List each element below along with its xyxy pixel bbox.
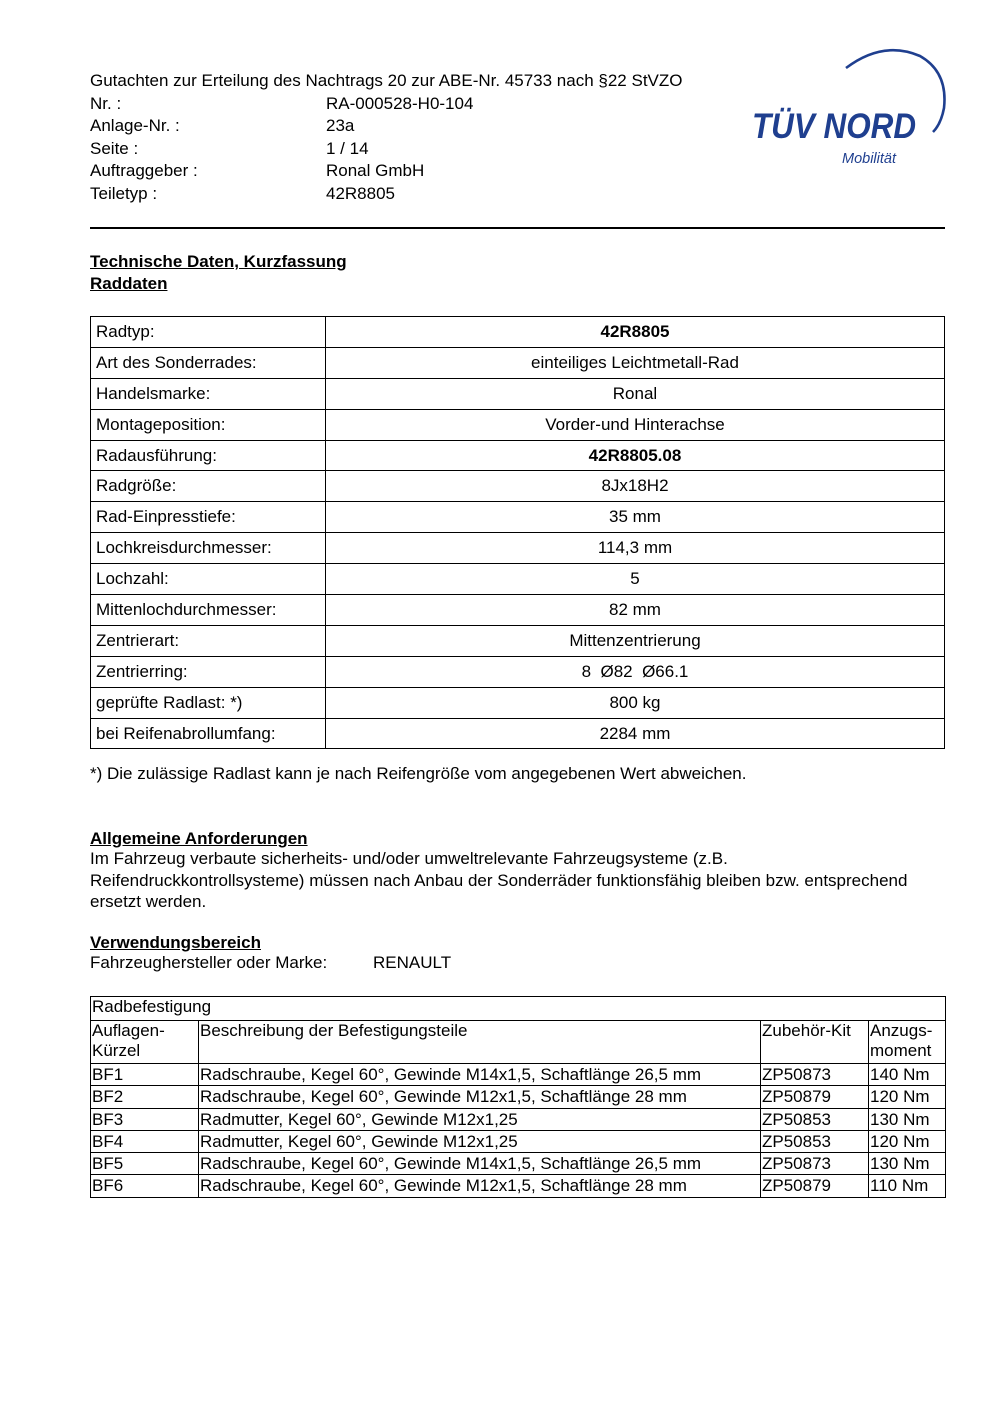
table-row [91,1064,946,1086]
row-label: Lochkreisdurchmesser: [91,533,326,564]
cell-torque: 130 Nm [869,1153,946,1175]
cell-description: Radschraube, Kegel 60°, Gewinde M14x1,5, Schaftlänge 26,5 mm [199,1064,761,1086]
row-value: 114,3 mm [326,533,945,564]
header-row-seite [90,138,770,161]
table-row [91,471,945,502]
cell-torque: 120 Nm [869,1086,946,1108]
wheel-data-table [90,316,945,749]
row-label: geprüfte Radlast: *) [91,687,326,718]
column-header: Anzugs-moment [869,1021,946,1064]
table-row [91,347,945,378]
cell-code: BF6 [91,1175,199,1197]
manufacturer-line [90,953,451,973]
logo-brand-text: TÜV NORD [752,107,916,146]
fastening-title: Radbefestigung [91,997,946,1021]
table-row [91,440,945,471]
cell-description: Radmutter, Kegel 60°, Gewinde M12x1,25 [199,1130,761,1152]
column-header-row [91,1021,946,1064]
table-row [91,317,945,348]
cell-code: BF2 [91,1086,199,1108]
cell-description: Radmutter, Kegel 60°, Gewinde M12x1,25 [199,1108,761,1130]
header-row-anlage [90,115,770,138]
row-label: Radgröße: [91,471,326,502]
row-label: Mittenlochdurchmesser: [91,595,326,626]
logo-sub-text: Mobilität [842,151,896,167]
row-label: Art des Sonderrades: [91,347,326,378]
manufacturer-label: Fahrzeughersteller oder Marke: [90,953,328,972]
table-row [91,564,945,595]
row-value: 82 mm [326,595,945,626]
header-row-nr [90,93,770,116]
row-value: 5 [326,564,945,595]
cell-code: BF1 [91,1064,199,1086]
cell-description: Radschraube, Kegel 60°, Gewinde M12x1,5, Schaftlänge 28 mm [199,1086,761,1108]
footnote: *) Die zulässige Radlast kann je nach Reifengröße vom angegebenen Wert abweichen. [90,764,747,783]
row-label: Rad-Einpresstiefe: [91,502,326,533]
cell-kit: ZP50879 [761,1086,869,1108]
row-value: 42R8805 [326,317,945,348]
header-value: 1 / 14 [326,138,369,158]
cell-kit: ZP50873 [761,1153,869,1175]
row-label: Radausführung: [91,440,326,471]
row-label: Radtyp: [91,317,326,348]
column-header: Auflagen-Kürzel [91,1021,199,1064]
cell-kit: ZP50879 [761,1175,869,1197]
cell-torque: 140 Nm [869,1064,946,1086]
section-title: Technische Daten, Kurzfassung [90,252,347,271]
cell-description: Radschraube, Kegel 60°, Gewinde M12x1,5, Schaftlänge 28 mm [199,1175,761,1197]
row-label: bei Reifenabrollumfang: [91,718,326,749]
header-row-auftraggeber [90,160,770,183]
row-value: 35 mm [326,502,945,533]
header-label: Teiletyp : [90,183,158,203]
row-value: 2284 mm [326,718,945,749]
table-row [91,1086,946,1108]
document-header [90,70,770,206]
header-value: 23a [326,116,355,136]
section-subtitle: Raddaten [90,274,168,293]
row-label: Zentrierring: [91,656,326,687]
cell-code: BF5 [91,1153,199,1175]
table-row [91,1153,946,1175]
table-title-row [91,997,946,1021]
cell-torque: 130 Nm [869,1108,946,1130]
cell-torque: 110 Nm [869,1175,946,1197]
header-label: Auftraggeber : [90,161,198,181]
cell-torque: 120 Nm [869,1130,946,1152]
row-label: Montageposition: [91,409,326,440]
cell-kit: ZP50853 [761,1130,869,1152]
table-row [91,409,945,440]
column-header: Zubehör-Kit [761,1021,869,1064]
column-header: Beschreibung der Befestigungsteile [199,1021,761,1064]
cell-code: BF3 [91,1108,199,1130]
table-row [91,687,945,718]
document-title: Gutachten zur Erteilung des Nachtrags 20 zur ABE-Nr. 45733 nach §22 StVZO [90,71,683,90]
header-label: Seite : [90,138,139,158]
cell-kit: ZP50873 [761,1064,869,1086]
table-row [91,595,945,626]
header-value: Ronal GmbH [326,161,425,181]
general-requirements-title: Allgemeine Anforderungen [90,829,308,848]
header-divider [90,227,945,229]
row-value: Ronal [326,378,945,409]
row-value: 8 Ø82 Ø66.1 [326,656,945,687]
cell-description: Radschraube, Kegel 60°, Gewinde M14x1,5, Schaftlänge 26,5 mm [199,1153,761,1175]
header-value: RA-000528-H0-104 [326,93,474,113]
row-value: 800 kg [326,687,945,718]
row-value: einteiliges Leichtmetall-Rad [326,347,945,378]
table-row [91,1108,946,1130]
row-label: Lochzahl: [91,564,326,595]
tuv-nord-logo [748,46,948,172]
table-row [91,718,945,749]
row-value: Vorder-und Hinterachse [326,409,945,440]
table-row [91,625,945,656]
row-label: Handelsmarke: [91,378,326,409]
cell-kit: ZP50853 [761,1108,869,1130]
table-row [91,378,945,409]
row-value: 8Jx18H2 [326,471,945,502]
header-label: Nr. : [90,93,122,113]
header-row-teiletyp [90,183,770,206]
table-row [91,1175,946,1197]
row-value: 42R8805.08 [326,440,945,471]
table-row [91,502,945,533]
manufacturer-value: RENAULT [373,953,452,972]
cell-code: BF4 [91,1130,199,1152]
row-value: Mittenzentrierung [326,625,945,656]
header-label: Anlage-Nr. : [90,116,180,136]
header-value: 42R8805 [326,183,396,203]
usage-title: Verwendungsbereich [90,933,261,952]
table-row [91,656,945,687]
row-label: Zentrierart: [91,625,326,656]
fastening-table [90,996,946,1198]
table-row [91,1130,946,1152]
table-row [91,533,945,564]
general-requirements-text: Im Fahrzeug verbaute sicherheits- und/oder umweltrelevante Fahrzeugsysteme (z.B. Reifendruckkontrollsysteme) müssen nach Anbau der Sonderräder funktionsfähig bleiben bzw. entsprechend ersetzt werden. [90,849,908,911]
